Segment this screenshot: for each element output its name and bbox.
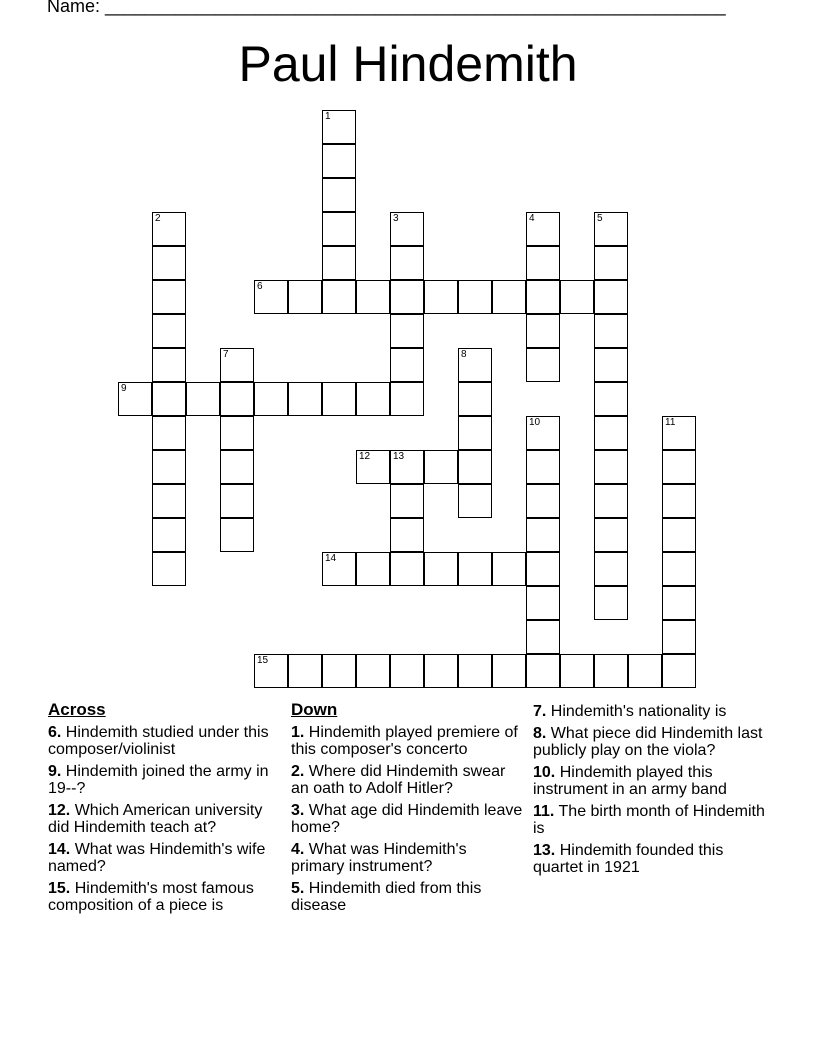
down-heading: Down [291, 700, 338, 719]
clue-number: 7 [223, 349, 229, 360]
grid-cell[interactable] [288, 280, 322, 314]
grid-cell[interactable] [594, 654, 628, 688]
clue-number: 1 [325, 111, 331, 122]
grid-cell[interactable] [594, 348, 628, 382]
grid-cell[interactable] [152, 518, 186, 552]
grid-cell[interactable] [254, 280, 288, 314]
across-clues [48, 700, 283, 919]
grid-cell[interactable] [492, 280, 526, 314]
grid-cell[interactable] [526, 552, 560, 586]
grid-cell[interactable] [322, 246, 356, 280]
grid-cell[interactable] [662, 620, 696, 654]
grid-cell[interactable] [594, 382, 628, 416]
grid-cell[interactable] [390, 484, 424, 518]
grid-cell[interactable] [628, 654, 662, 688]
grid-cell[interactable] [390, 552, 424, 586]
grid-cell[interactable] [356, 382, 390, 416]
grid-cell[interactable] [526, 348, 560, 382]
grid-cell[interactable] [526, 416, 560, 450]
clue-number: 9 [121, 383, 127, 394]
grid-cell[interactable] [322, 178, 356, 212]
grid-cell[interactable] [560, 654, 594, 688]
grid-cell[interactable] [594, 280, 628, 314]
grid-cell[interactable] [254, 654, 288, 688]
grid-cell[interactable] [152, 416, 186, 450]
grid-cell[interactable] [526, 450, 560, 484]
grid-cell[interactable] [526, 586, 560, 620]
clue-down-2: 2. Where did Hindemith swear an oath to Adolf Hitler? [291, 763, 506, 797]
clue-number: 4 [529, 213, 535, 224]
grid-cell[interactable] [322, 382, 356, 416]
grid-cell[interactable] [220, 382, 254, 416]
grid-cell[interactable] [594, 586, 628, 620]
clue-down-7: 7. Hindemith's nationality is [533, 703, 727, 720]
grid-cell[interactable] [526, 246, 560, 280]
clue-number: 10 [529, 417, 541, 428]
grid-cell[interactable] [662, 484, 696, 518]
grid-cell[interactable] [322, 552, 356, 586]
grid-cell[interactable] [458, 382, 492, 416]
clue-number: 12 [359, 451, 371, 462]
grid-cell[interactable] [152, 314, 186, 348]
grid-cell[interactable] [390, 654, 424, 688]
grid-cell[interactable] [662, 416, 696, 450]
page-title: Paul Hindemith [238, 36, 578, 92]
grid-cell[interactable] [526, 212, 560, 246]
grid-cell[interactable] [526, 518, 560, 552]
grid-cell[interactable] [526, 620, 560, 654]
clue-number: 11 [665, 417, 676, 428]
clue-down-13: 13. Hindemith founded this quartet in 1921 [533, 842, 724, 876]
grid-cell[interactable] [458, 654, 492, 688]
grid-cell[interactable] [424, 552, 458, 586]
grid-cell[interactable] [356, 654, 390, 688]
grid-cell[interactable] [424, 654, 458, 688]
grid-cell[interactable] [254, 382, 288, 416]
grid-cell[interactable] [526, 654, 560, 688]
clue-number: 15 [257, 655, 269, 666]
grid-cell[interactable] [322, 212, 356, 246]
grid-cell[interactable] [662, 586, 696, 620]
grid-cell[interactable] [220, 450, 254, 484]
grid-cell[interactable] [152, 382, 186, 416]
grid-cell[interactable] [152, 280, 186, 314]
grid-cell[interactable] [220, 348, 254, 382]
grid-cell[interactable] [526, 280, 560, 314]
grid-cell[interactable] [594, 314, 628, 348]
grid-cell[interactable] [356, 280, 390, 314]
grid-cell[interactable] [390, 280, 424, 314]
grid-cell[interactable] [424, 280, 458, 314]
clue-number: 2 [155, 213, 161, 224]
grid-cell[interactable] [492, 654, 526, 688]
grid-cell[interactable] [390, 450, 424, 484]
grid-cell[interactable] [526, 314, 560, 348]
name-field[interactable]: Name: ______________________________________________________________ [47, 0, 726, 16]
grid-cell[interactable] [492, 552, 526, 586]
clue-number: 5 [597, 213, 603, 224]
grid-cell[interactable] [458, 484, 492, 518]
grid-cell[interactable] [390, 382, 424, 416]
grid-cell[interactable] [594, 212, 628, 246]
grid-cell[interactable] [322, 654, 356, 688]
grid-cell[interactable] [594, 518, 628, 552]
grid-cell[interactable] [594, 450, 628, 484]
clue-down-3: 3. What age did Hindemith leave home? [291, 802, 523, 836]
grid-cell[interactable] [118, 382, 152, 416]
clue-number: 13 [393, 451, 405, 462]
grid-cell[interactable] [220, 518, 254, 552]
grid-cell[interactable] [662, 552, 696, 586]
grid-cell[interactable] [594, 416, 628, 450]
grid-cell[interactable] [152, 348, 186, 382]
clue-down-5: 5. Hindemith died from this disease [291, 880, 482, 914]
grid-cell[interactable] [390, 212, 424, 246]
clue-down-4: 4. What was Hindemith's primary instrument? [291, 841, 467, 875]
clue-across-15: 15. Hindemith's most famous composition of a piece is [48, 880, 254, 914]
grid-cell[interactable] [186, 382, 220, 416]
clue-down-1: 1. Hindemith played premiere of this composer's concerto [291, 724, 518, 758]
clue-across-9: 9. Hindemith joined the army in 19--? [48, 763, 269, 797]
grid-cell[interactable] [594, 484, 628, 518]
clue-across-12: 12. Which American university did Hindemith teach at? [48, 802, 263, 836]
clue-number: 8 [461, 349, 467, 360]
across-heading: Across [48, 700, 106, 719]
grid-cell[interactable] [458, 450, 492, 484]
grid-cell[interactable] [458, 280, 492, 314]
grid-cell[interactable] [152, 484, 186, 518]
grid-cell[interactable] [390, 246, 424, 280]
grid-cell[interactable] [322, 280, 356, 314]
grid-cell[interactable] [220, 416, 254, 450]
clue-number: 3 [393, 213, 399, 224]
grid-cell[interactable] [662, 654, 696, 688]
grid-cell[interactable] [356, 450, 390, 484]
grid-cell[interactable] [322, 144, 356, 178]
grid-cell[interactable] [288, 654, 322, 688]
grid-cell[interactable] [390, 518, 424, 552]
clue-down-11: 11. The birth month of Hindemith is [533, 803, 765, 837]
clue-down-8: 8. What piece did Hindemith last publicly play on the viola? [533, 725, 763, 759]
grid-cell[interactable] [458, 348, 492, 382]
grid-cell[interactable] [458, 416, 492, 450]
grid-cell[interactable] [560, 280, 594, 314]
grid-cell[interactable] [152, 450, 186, 484]
clue-down-10: 10. Hindemith played this instrument in an army band [533, 764, 727, 798]
grid-cell[interactable] [152, 212, 186, 246]
clue-across-14: 14. What was Hindemith's wife named? [48, 841, 266, 875]
grid-cell[interactable] [594, 246, 628, 280]
grid-cell[interactable] [220, 484, 254, 518]
clue-across-6: 6. Hindemith studied under this composer/violinist [48, 724, 269, 758]
grid-cell[interactable] [390, 348, 424, 382]
grid-cell[interactable] [458, 552, 492, 586]
clue-number: 14 [325, 553, 337, 564]
down-clues-col1 [291, 700, 523, 919]
grid-cell[interactable] [662, 518, 696, 552]
clue-number: 6 [257, 281, 263, 292]
down-clues-col2 [533, 703, 765, 881]
grid-cell[interactable] [662, 450, 696, 484]
grid-cell[interactable] [322, 110, 356, 144]
grid-cell[interactable] [152, 552, 186, 586]
grid-cell[interactable] [152, 246, 186, 280]
grid-cell[interactable] [424, 450, 458, 484]
grid-cell[interactable] [390, 314, 424, 348]
grid-cell[interactable] [356, 552, 390, 586]
grid-cell[interactable] [288, 382, 322, 416]
grid-cell[interactable] [594, 552, 628, 586]
grid-cell[interactable] [526, 484, 560, 518]
